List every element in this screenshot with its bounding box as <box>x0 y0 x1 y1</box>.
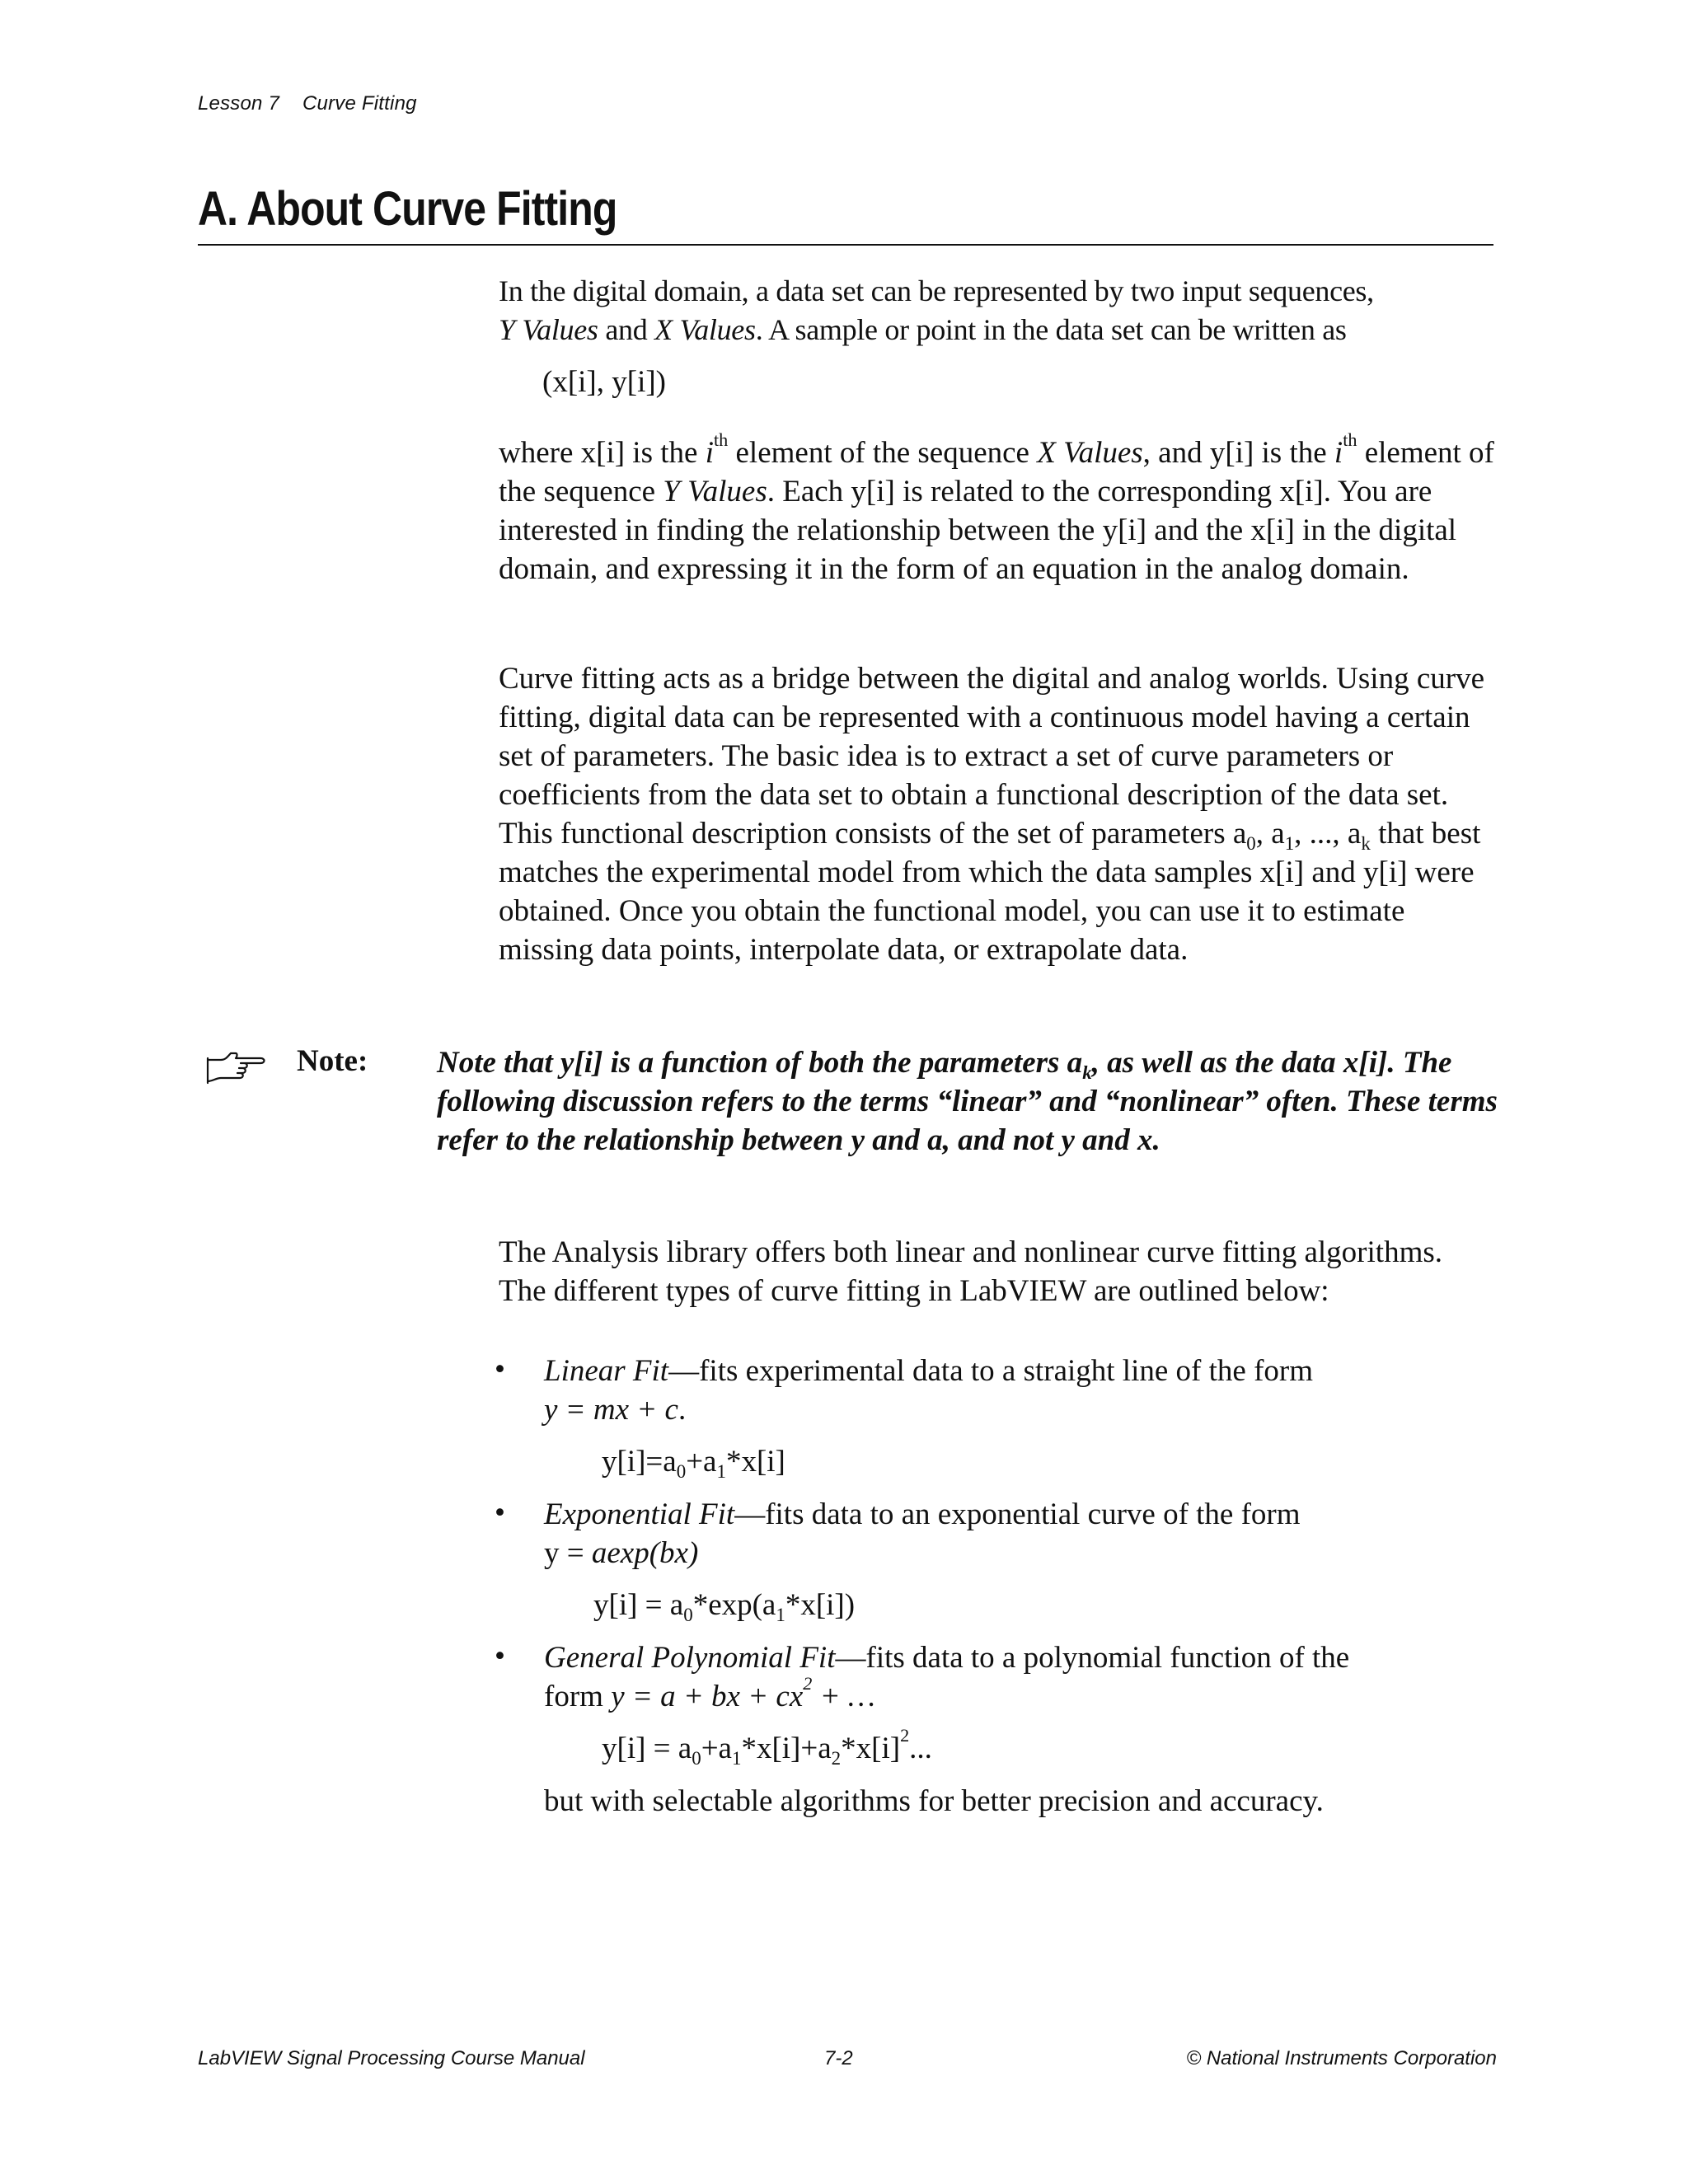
bullet-term: General Polynomial Fit <box>544 1641 836 1675</box>
sample-notation: (x[i], y[i]) <box>542 365 666 399</box>
bullet-marker: • <box>495 1352 505 1386</box>
lesson-number: Lesson 7 <box>198 92 280 115</box>
bullet-exponential-fit: Exponential Fit—fits data to an exponential curve of the form y = aexp(bx) <box>544 1497 1301 1570</box>
note-text: Note that y[i] is a function of both the parameters $a_k$, as well as the data x[i]. The following discussion refers to the terms “linear” and “nonlinear” often. These terms refer to the relationship between y and a, and not y and x. <box>437 1046 1498 1157</box>
bullet-polynomial-fit: General Polynomial Fit—fits data to a polynomial function of the form y = a + bx + $cx^2$ + … <box>544 1641 1350 1713</box>
bullet-linear-fit: Linear Fit—fits experimental data to a straight line of the form y = mx + c. <box>544 1354 1313 1427</box>
footer-copyright: © National Instruments Corporation <box>1186 2047 1497 2069</box>
linear-fit-equation: $y[i]=a_0+a_1*x[i]$ <box>602 1445 785 1483</box>
section-title <box>198 183 1493 246</box>
bullet-marker: • <box>495 1496 505 1530</box>
chapter-name: Curve Fitting <box>302 92 417 115</box>
footer-page-number: 7-2 <box>824 2047 853 2069</box>
library-paragraph: The Analysis library offers both linear and nonlinear curve fitting algorithms. The different types of curve fitting in LabVIEW are outlined below: <box>499 1235 1442 1308</box>
exponential-fit-equation: $y[i] = a_0*\exp(a_1*x[i])$ <box>593 1588 856 1626</box>
bridge-paragraph: Curve fitting acts as a bridge between the digital and analog worlds. Using curve fitting, digital data can be represented with a continuous model having a certain set of parameters. The basic idea is to extract a set of curve parameters or coefficients from the data set to obtain a functional description of the data set. This functional description consists of the set of parameters $a_0$, $a_1$, ..., $a_k$ that best matches the experimental model from which the data samples x[i] and y[i] were obtained. Once you obtain the functional model, you can use it to estimate missing data points, interpolate data, or extrapolate data. <box>499 662 1484 967</box>
running-header <box>198 92 417 115</box>
footer-manual-title: LabVIEW Signal Processing Course Manual <box>198 2047 585 2069</box>
polynomial-fit-note: but with selectable algorithms for better precision and accuracy. <box>544 1784 1324 1818</box>
bullet-term: Exponential Fit <box>544 1497 735 1531</box>
pointing-hand-icon <box>203 1050 267 1086</box>
polynomial-fit-equation: $y[i] = a_0+a_1*x[i]+a_2*x[i]^2$... <box>602 1725 932 1769</box>
where-paragraph: where x[i] is the $i^{th}$ element of the sequence X Values, and y[i] is the $i^{th}$ element of the sequence Y Values. Each y[i] is related to the corresponding x[i]. You are interested in finding the relationship between the y[i] and the x[i] in the digital domain, and expressing it in the form of an equation in the analog domain. <box>499 429 1494 586</box>
intro-paragraph: In the digital domain, a data set can be represented by two input sequences, Y Values and X Values. A sample or point in the data set can be written as <box>499 274 1374 346</box>
bullet-marker: • <box>495 1639 505 1673</box>
bullet-term: Linear Fit <box>544 1354 669 1388</box>
section-title-text: A. About Curve Fitting <box>198 182 617 236</box>
note-label: Note: <box>297 1044 368 1078</box>
